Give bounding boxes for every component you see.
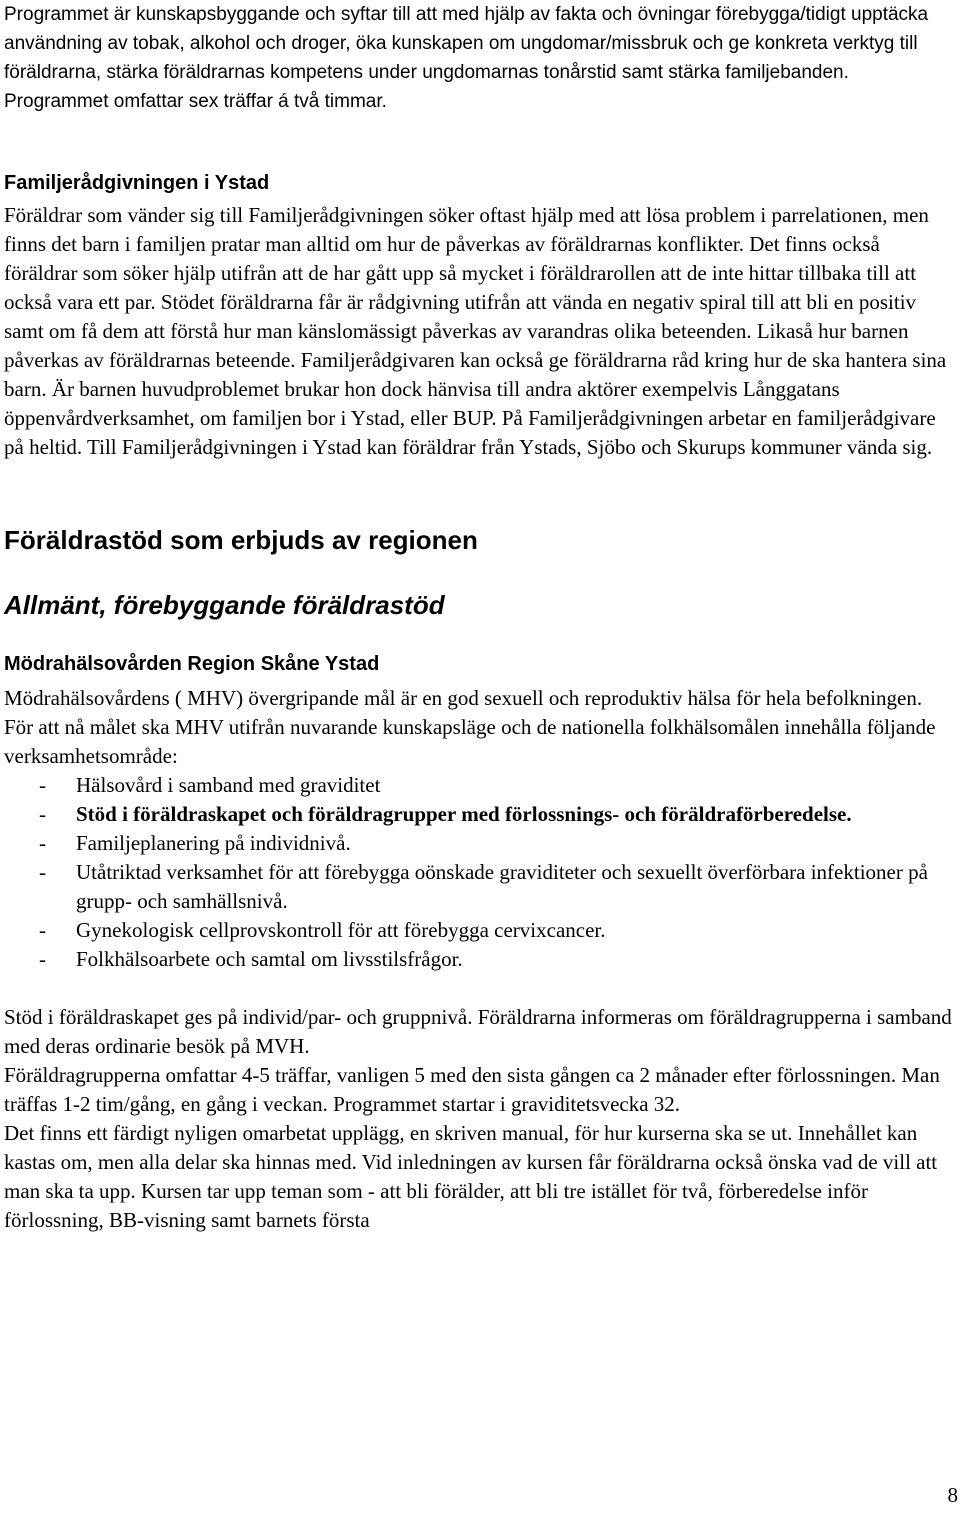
list-dash: -	[39, 947, 46, 971]
list-item-text: Gynekologisk cellprovskontroll för att förebygga cervixcancer.	[76, 918, 606, 942]
list-item	[4, 829, 954, 858]
list-item	[4, 858, 954, 916]
intro-paragraph: Programmet är kunskapsbyggande och syftar till att med hjälp av fakta och övningar förebygga/tidigt upptäcka användning av tobak, alkohol och droger, öka kunskapen om ungdomar/missbruk och ge konkreta verktyg till föräldrarna, stärka föräldrarnas kompetens under ungdomarnas tonårstid samt stärka familjebanden. Programmet omfattar sex träffar á två timmar.	[4, 4, 929, 112]
list-item-text: Stöd i föräldraskapet och föräldragrupper med förlossnings- och föräldraförberedelse.	[76, 802, 852, 826]
list-item-text: Hälsovård i samband med graviditet	[76, 773, 381, 797]
list-dash: -	[39, 773, 46, 797]
familjeradgivning-heading: Familjerådgivningen i Ystad	[4, 172, 270, 194]
mhv-heading: Mödrahälsovården Region Skåne Ystad	[4, 653, 380, 675]
list-item	[4, 945, 954, 974]
mhv-paragraph-groups: Föräldragrupperna omfattar 4-5 träffar, vanligen 5 med den sista gången ca 2 månader efter förlossningen. Man träffas 1-2 tim/gång, en gång i veckan. Programmet startar i graviditetsvecka 32.	[4, 1063, 940, 1116]
list-item	[4, 771, 954, 800]
document-page	[4, 0, 954, 1235]
list-dash: -	[39, 802, 46, 826]
mhv-paragraph-areas: För att nå målet ska MHV utifrån nuvarande kunskapsläge och de nationella folkhälsomålen innehålla följande verksamhetsområde:	[4, 715, 936, 768]
mhv-paragraph-goal: Mödrahälsovårdens ( MHV) övergripande mål är en god sexuell och reproduktiv hälsa för hela befolkningen.	[4, 686, 923, 710]
list-item-text: Utåtriktad verksamhet för att förebygga oönskade graviditeter och sexuellt överförbara infektioner på grupp- och samhällsnivå.	[76, 860, 928, 913]
mhv-paragraph-manual: Det finns ett färdigt nyligen omarbetat upplägg, en skriven manual, för hur kurserna ska se ut. Innehållet kan kastas om, men alla delar ska hinnas med. Vid inledningen av kursen får föräldrarna också önska vad de vill att man ska ta upp. Kursen tar upp teman som - att bli förälder, att bli tre istället för två, förberedelse inför förlossning, BB-visning samt barnets första	[4, 1121, 938, 1232]
list-dash: -	[39, 918, 46, 942]
list-item-text: Folkhälsoarbete och samtal om livsstilsfrågor.	[76, 947, 463, 971]
page-number: 8	[947, 1483, 958, 1507]
list-dash: -	[39, 831, 46, 855]
list-item-text: Familjeplanering på individnivå.	[76, 831, 351, 855]
mhv-activity-list	[4, 771, 954, 974]
mhv-paragraph-support: Stöd i föräldraskapet ges på individ/par- och gruppnivå. Föräldrarna informeras om föräldragrupperna i samband med deras ordinarie besök på MVH.	[4, 1005, 952, 1058]
familjeradgivning-body: Föräldrar som vänder sig till Familjerådgivningen söker oftast hjälp med att lösa problem i parrelationen, men finns det barn i familjen pratar man alltid om hur de påverkas av föräldrarnas konflikter. Det finns också föräldrar som söker hjälp utifrån att de har gått upp så mycket i föräldrarollen att de inte hittar tillbaka till att också vara ett par. Stödet föräldrarna får är rådgivning utifrån att vända en negativ spiral till att bli en positiv samt om få dem att förstå hur man känslomässigt påverkas av varandras olika beteenden. Likaså hur barnen påverkas av föräldrarnas beteende. Familjerådgivaren kan också ge föräldrarna råd kring hur de ska hantera sina barn. Är barnen huvudproblemet brukar hon dock hänvisa till andra aktörer exempelvis Långgatans öppenvårdverksamhet, om familjen bor i Ystad, eller BUP. På Familjerådgivningen arbetar en familjerådgivare på heltid. Till Familjerådgivningen i Ystad kan föräldrar från Ystads, Sjöbo och Skurups kommuner vända sig.	[4, 203, 947, 459]
list-item	[4, 916, 954, 945]
list-item	[4, 800, 954, 829]
section-heading: Föräldrastöd som erbjuds av regionen	[4, 525, 478, 555]
subsection-heading: Allmänt, förebyggande föräldrastöd	[4, 590, 445, 620]
list-dash: -	[39, 860, 46, 884]
